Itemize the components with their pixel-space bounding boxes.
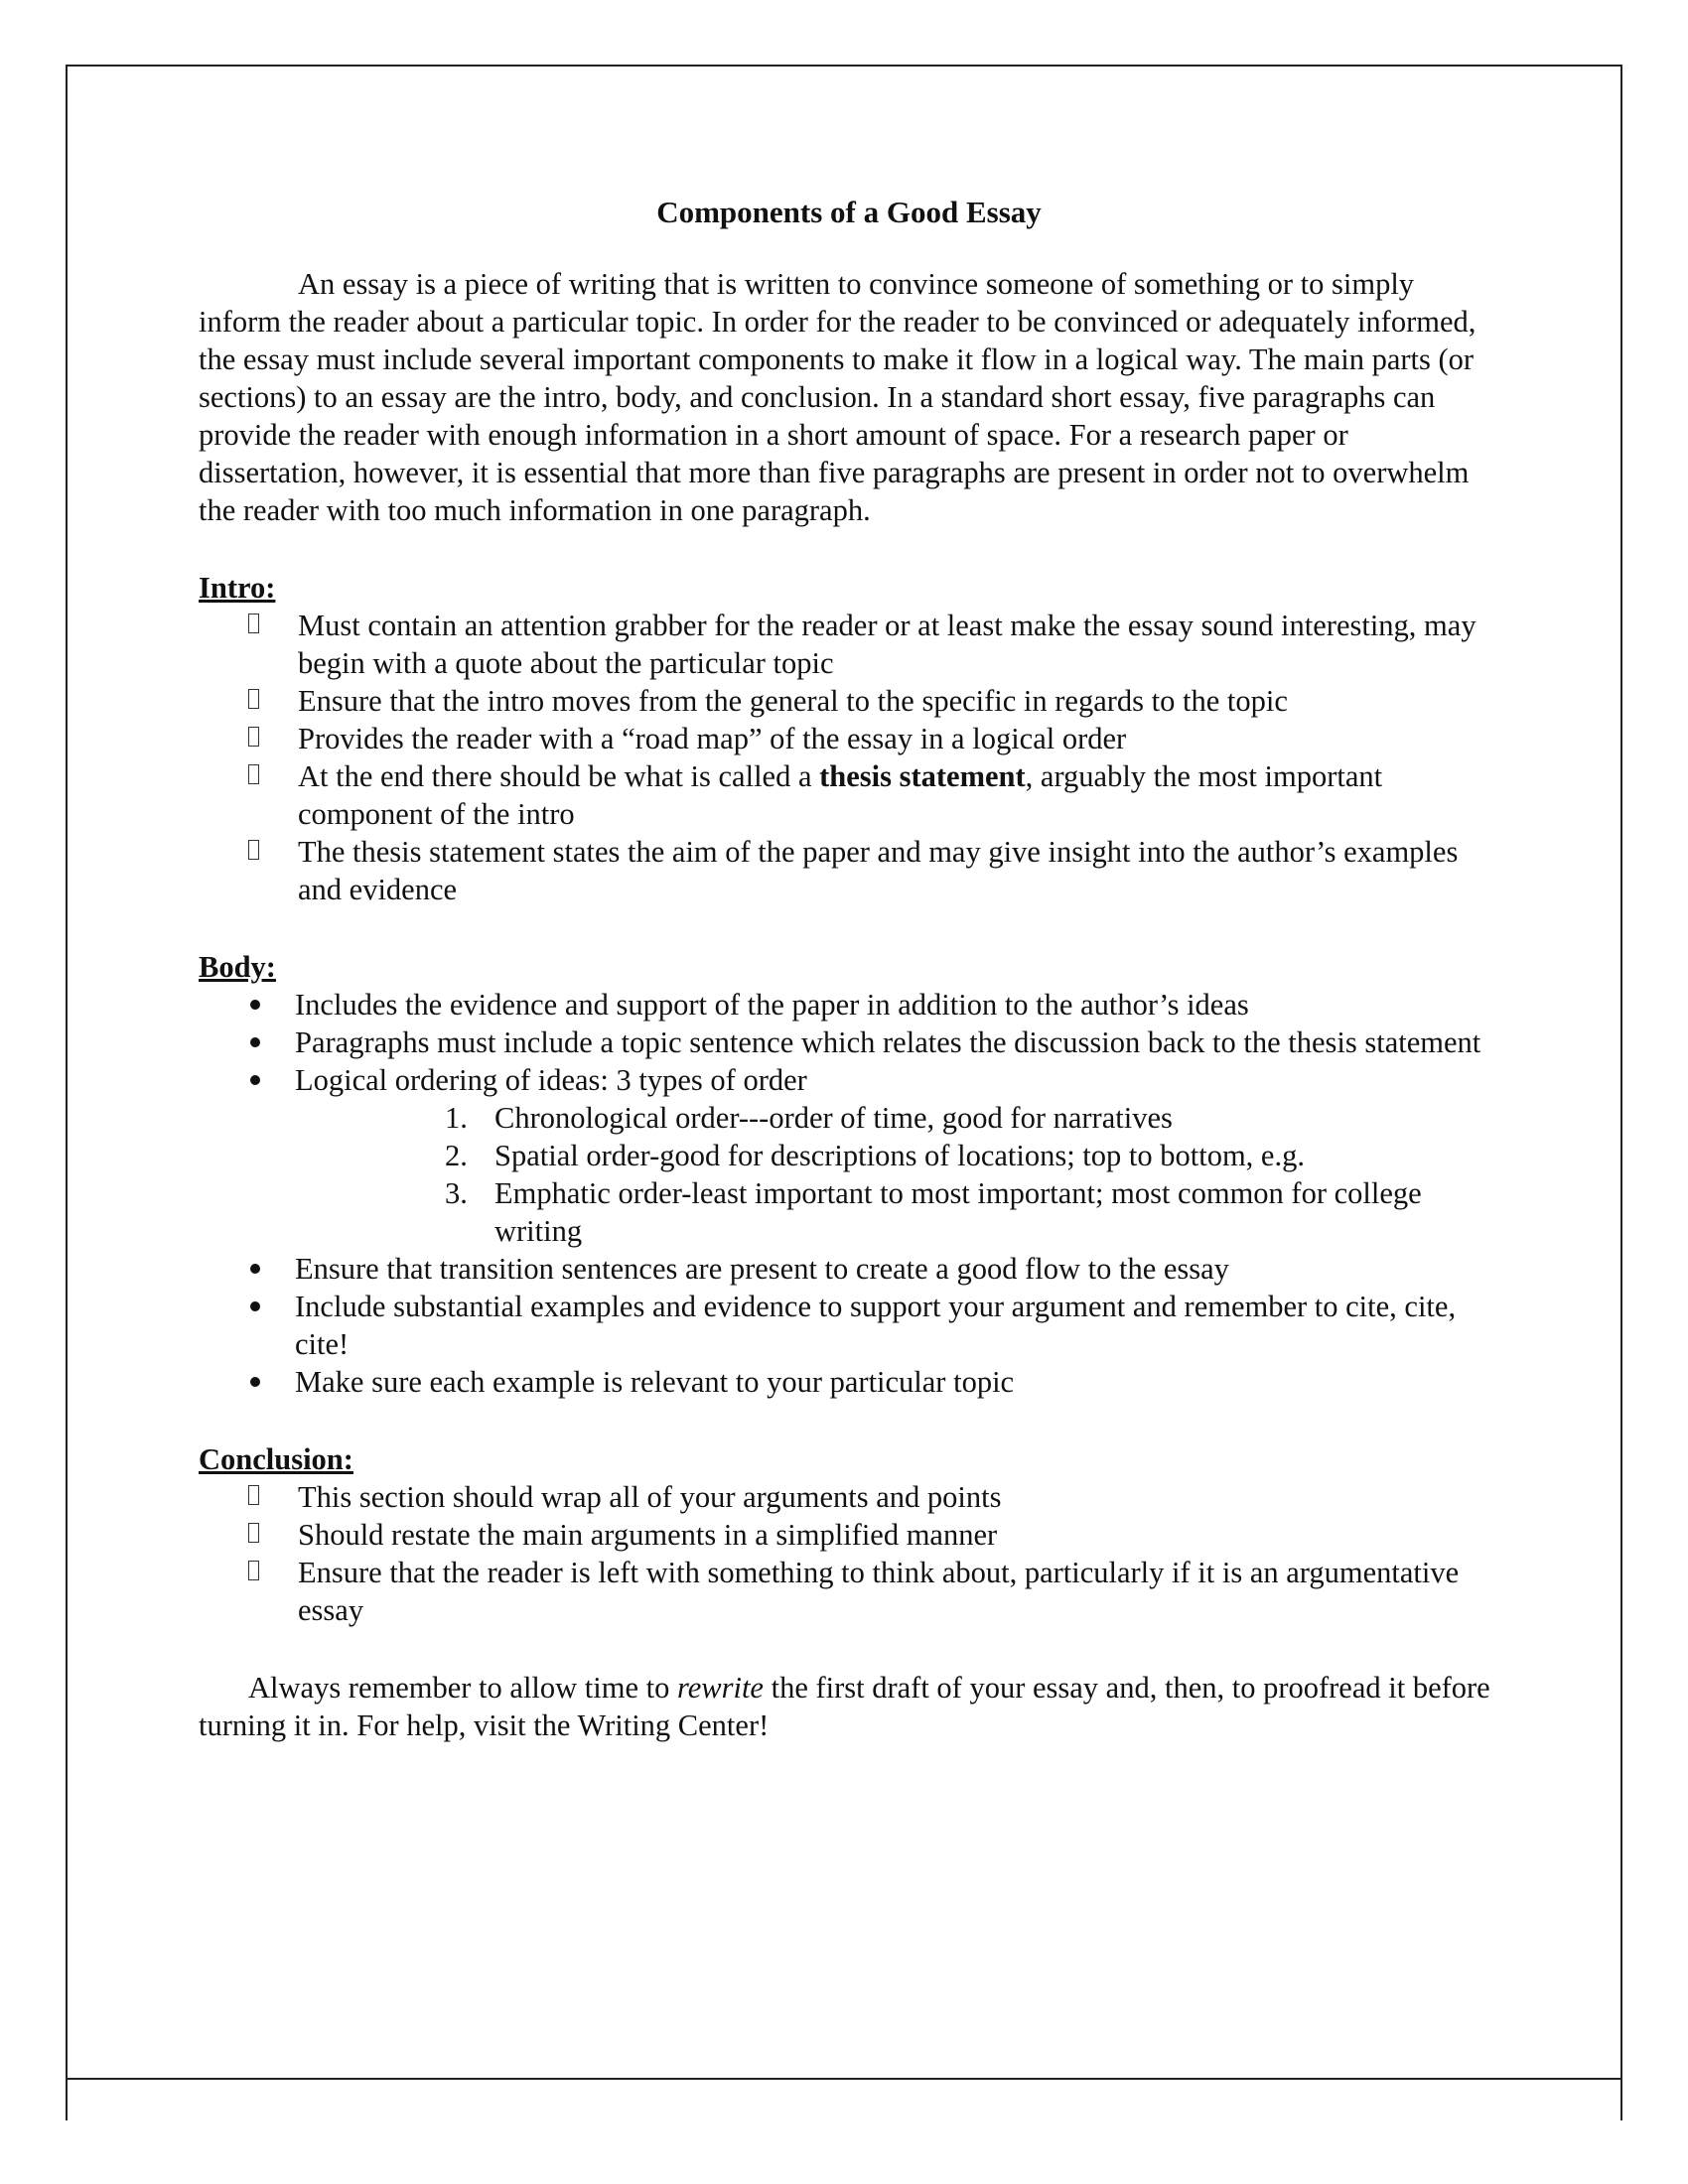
conclusion-heading: Conclusion: — [199, 1442, 353, 1476]
missing-glyph-bullet-icon — [248, 1485, 259, 1505]
list-item: Includes the evidence and support of the paper in addition to the author’s ideas — [199, 986, 1499, 1024]
missing-glyph-bullet-icon — [248, 689, 259, 709]
list-item: At the end there should be what is called a thesis statement, arguably the most important component of the intro — [199, 757, 1499, 833]
list-number: 1. — [445, 1101, 468, 1135]
page-border-left — [66, 65, 68, 2120]
intro-paragraph: An essay is a piece of writing that is written to convince someone of something or to simply inform the reader about a particular topic. In order for the reader to be convinced or adequately informed, the essay must include several important components to make it flow in a logical way. The main parts (or sections) to an essay are the intro, body, and conclusion. In a standard short essay, five paragraphs can provide the reader with enough information in a short amount of space. For a research paper or dissertation, however, it is essential that more than five paragraphs are present in order not to overwhelm the reader with too much information in one paragraph. — [199, 267, 1477, 527]
list-item: Must contain an attention grabber for the reader or at least make the essay sound interesting, may begin with a quote about the particular topic — [199, 607, 1499, 682]
intro-list — [199, 607, 1499, 908]
rewrite-emphasis: rewrite — [676, 1671, 764, 1705]
bullet-icon — [250, 1000, 260, 1010]
list-item: Logical ordering of ideas: 3 types of order — [199, 1061, 1499, 1099]
order-types-list — [199, 1099, 1499, 1250]
bullet-icon — [250, 1264, 260, 1274]
missing-glyph-bullet-icon — [248, 840, 259, 860]
list-item: Provides the reader with a “road map” of the essay in a logical order — [199, 720, 1499, 757]
list-number: 3. — [445, 1176, 468, 1210]
closing-paragraph: Always remember to allow time to rewrite the first draft of your essay and, then, to proofread it before turning it in. For help, visit the Writing Center! — [199, 1671, 1490, 1742]
list-item: Make sure each example is relevant to your particular topic — [199, 1363, 1499, 1401]
list-item: Ensure that the reader is left with something to think about, particularly if it is an argumentative essay — [199, 1554, 1499, 1629]
list-item: The thesis statement states the aim of the paper and may give insight into the author’s examples and evidence — [199, 833, 1499, 908]
thesis-statement-term: thesis statement — [819, 759, 1026, 793]
missing-glyph-bullet-icon — [248, 1561, 259, 1580]
list-item: This section should wrap all of your arguments and points — [199, 1478, 1499, 1516]
page-border-bottom — [66, 2078, 1622, 2080]
intro-heading: Intro: — [199, 571, 276, 605]
missing-glyph-bullet-icon — [248, 1523, 259, 1543]
body-list-continued — [199, 1250, 1499, 1401]
missing-glyph-bullet-icon — [248, 764, 259, 784]
conclusion-list — [199, 1478, 1499, 1629]
bullet-icon — [250, 1037, 260, 1047]
list-number: 2. — [445, 1139, 468, 1172]
missing-glyph-bullet-icon — [248, 727, 259, 747]
list-item: Paragraphs must include a topic sentence which relates the discussion back to the thesis statement — [199, 1024, 1499, 1061]
page-border-right — [1620, 65, 1622, 2120]
document-title: Components of a Good Essay — [656, 195, 1042, 229]
list-item: Ensure that the intro moves from the general to the specific in regards to the topic — [199, 682, 1499, 720]
list-item: Ensure that transition sentences are present to create a good flow to the essay — [199, 1250, 1499, 1288]
page-border-top — [66, 65, 1622, 67]
list-item: 1. Chronological order---order of time, good for narratives — [445, 1101, 1173, 1135]
missing-glyph-bullet-icon — [248, 614, 259, 633]
body-list — [199, 986, 1499, 1099]
document-body — [199, 194, 1499, 1744]
bullet-icon — [250, 1075, 260, 1085]
bullet-icon — [250, 1301, 260, 1311]
bullet-icon — [250, 1377, 260, 1387]
list-item: Should restate the main arguments in a simplified manner — [199, 1516, 1499, 1554]
list-item: Include substantial examples and evidence to support your argument and remember to cite, cite, cite! — [199, 1288, 1499, 1363]
list-item: 2. Spatial order-good for descriptions of locations; top to bottom, e.g. — [445, 1139, 1305, 1172]
list-item: 3. Emphatic order-least important to most important; most common for college writing — [445, 1176, 1422, 1248]
body-heading: Body: — [199, 950, 276, 984]
